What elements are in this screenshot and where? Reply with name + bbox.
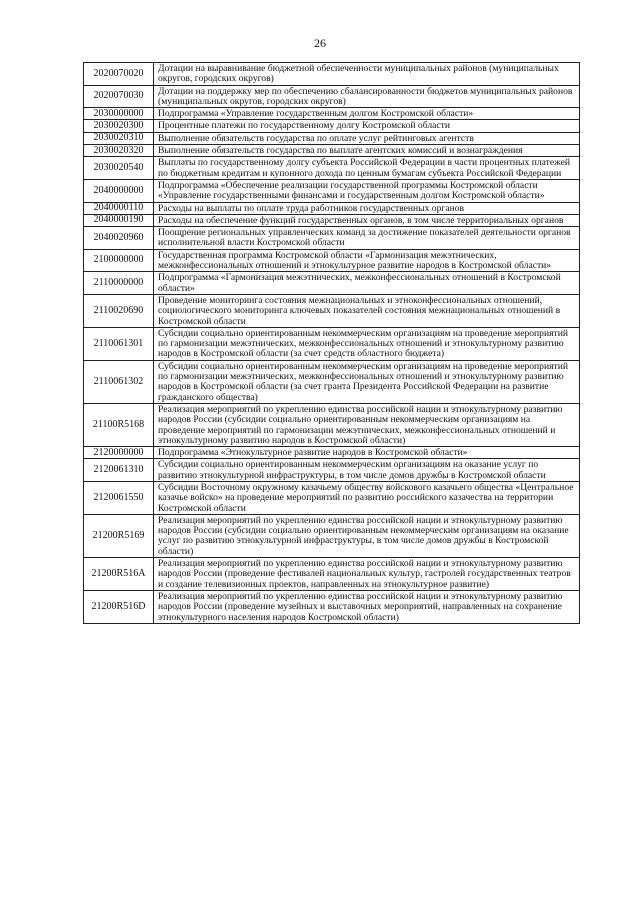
row-description: Проведение мониторинга состояния межнациональных и этноконфессиональных отношений, социологического мониторинга ключевых показателей состояния межнациональных отношений в Костромской области	[154, 294, 580, 327]
row-description: Выполнение обязательств государства по выплате агентских комиссий и вознаграждения	[154, 145, 580, 157]
row-code: 21200R516D	[84, 590, 154, 623]
row-code: 2100000000	[84, 249, 154, 272]
table-row	[84, 459, 580, 482]
row-code: 2020070030	[84, 85, 154, 108]
table-row	[84, 360, 580, 403]
row-code: 2110020690	[84, 294, 154, 327]
row-description: Подпрограмма «Обеспечение реализации государственной программы Костромской области «Управление государственными финансами и государственным долгом Костромской области»	[154, 179, 580, 202]
budget-codes-table	[83, 62, 580, 624]
table-row	[84, 132, 580, 144]
table-row	[84, 249, 580, 272]
row-code: 2120000000	[84, 447, 154, 459]
table-row	[84, 108, 580, 120]
row-description: Субсидии социально ориентированным некоммерческим организациям на проведение мероприятий по гармонизации межэтнических, межконфессиональных отношений и этнокультурному развитию народов в Костромской области (за счет гранта Президента Российской Федерации на развитие гражданского общества)	[154, 360, 580, 403]
row-code: 21100R5168	[84, 403, 154, 446]
row-description: Дотации на выравнивание бюджетной обеспеченности муниципальных районов (муниципальных округов, городских округов)	[154, 63, 580, 86]
row-description: Расходы на обеспечение функций государственных органов, в том числе территориальных органов	[154, 214, 580, 226]
row-description: Процентные платежи по государственному долгу Костромской области	[154, 120, 580, 132]
row-code: 2120061310	[84, 459, 154, 482]
table-row	[84, 85, 580, 108]
row-description: Реализация мероприятий по укреплению единства российской нации и этнокультурному развитию народов России (проведение музейных и выставочных мероприятий, направленных на сохранение этнокультурного населения народов Костромской области)	[154, 590, 580, 623]
table-row	[84, 214, 580, 226]
row-description: Субсидии Восточному окружному казачьему обществу войскового казачьего общества «Центральное казачье войско» на проведение мероприятий по развитию российского казачества на территории Костромской области	[154, 481, 580, 514]
row-description: Субсидии социально ориентированным некоммерческим организациям на оказание услуг по развитию этнокультурной инфраструктуры, в том числе домов дружбы в Костромской области	[154, 459, 580, 482]
table-row	[84, 157, 580, 180]
table-row	[84, 590, 580, 623]
row-description: Поощрение региональных управленческих команд за достижение показателей деятельности органов исполнительной власти Костромской области	[154, 227, 580, 250]
row-code: 2040000110	[84, 202, 154, 214]
row-description: Подпрограмма «Этнокультурное развитие народов в Костромской области»	[154, 447, 580, 459]
table-row	[84, 272, 580, 295]
table-row	[84, 447, 580, 459]
row-code: 2030020310	[84, 132, 154, 144]
row-code: 2120061550	[84, 481, 154, 514]
table-body	[84, 63, 580, 624]
row-code: 2030000000	[84, 108, 154, 120]
table-row	[84, 558, 580, 591]
row-code: 2110000000	[84, 272, 154, 295]
table-row	[84, 179, 580, 202]
table-row	[84, 227, 580, 250]
row-description: Реализация мероприятий по укреплению единства российской нации и этнокультурному развитию народов России (субсидии социально ориентированным некоммерческим организациям на проведение мероприятий по гармонизации межэтнических, межконфессиональных отношений и этнокультурному развитию народов в Костромской области)	[154, 403, 580, 446]
row-code: 2040020960	[84, 227, 154, 250]
table-row	[84, 481, 580, 514]
row-description: Выполнение обязательств государства по оплате услуг рейтинговых агентств	[154, 132, 580, 144]
table-row	[84, 120, 580, 132]
row-description: Подпрограмма «Управление государственным долгом Костромской области»	[154, 108, 580, 120]
row-code: 21200R5169	[84, 514, 154, 557]
table-row	[84, 327, 580, 360]
row-description: Подпрограмма «Гармонизация межэтнических, межконфессиональных отношений в Костромской области»	[154, 272, 580, 295]
row-code: 2110061301	[84, 327, 154, 360]
row-code: 2030020300	[84, 120, 154, 132]
row-description: Субсидии социально ориентированным некоммерческим организациям на проведение мероприятий по гармонизации межэтнических, межконфессиональных отношений и этнокультурному развитию народов в Костромской области (за счет средств областного бюджета)	[154, 327, 580, 360]
row-description: Дотации на поддержку мер по обеспечению сбалансированности бюджетов муниципальных районов (муниципальных округов, городских округов)	[154, 85, 580, 108]
row-code: 2030020540	[84, 157, 154, 180]
row-description: Государственная программа Костромской области «Гармонизация межэтнических, межконфессиональных отношений и этнокультурное развитие народов в Костромской области»	[154, 249, 580, 272]
table-row	[84, 403, 580, 446]
table-row	[84, 63, 580, 86]
page-number: 26	[314, 36, 326, 50]
row-code: 2110061302	[84, 360, 154, 403]
row-description: Выплаты по государственному долгу субъекта Российской Федерации в части процентных платежей по бюджетным кредитам и купонного дохода по ценным бумагам субъекта Российской Федерации	[154, 157, 580, 180]
table-row	[84, 202, 580, 214]
row-code: 2030020320	[84, 145, 154, 157]
table-row	[84, 145, 580, 157]
table-row	[84, 294, 580, 327]
row-code: 2040000190	[84, 214, 154, 226]
row-description: Реализация мероприятий по укреплению единства российской нации и этнокультурному развитию народов России (проведение фестивалей национальных культур, гастролей государственных театров и создание телевизионных проектов, направленных на этнокультурное развитие)	[154, 558, 580, 591]
row-code: 2040000000	[84, 179, 154, 202]
row-description: Расходы на выплаты по оплате труда работников государственных органов	[154, 202, 580, 214]
row-description: Реализация мероприятий по укреплению единства российской нации и этнокультурному развитию народов России (субсидии социально ориентированным некоммерческим организациям на оказание услуг по развитию этнокультурной инфраструктуры, в том числе домов дружбы в Костромской области)	[154, 514, 580, 557]
table-row	[84, 514, 580, 557]
row-code: 2020070020	[84, 63, 154, 86]
row-code: 21200R516A	[84, 558, 154, 591]
